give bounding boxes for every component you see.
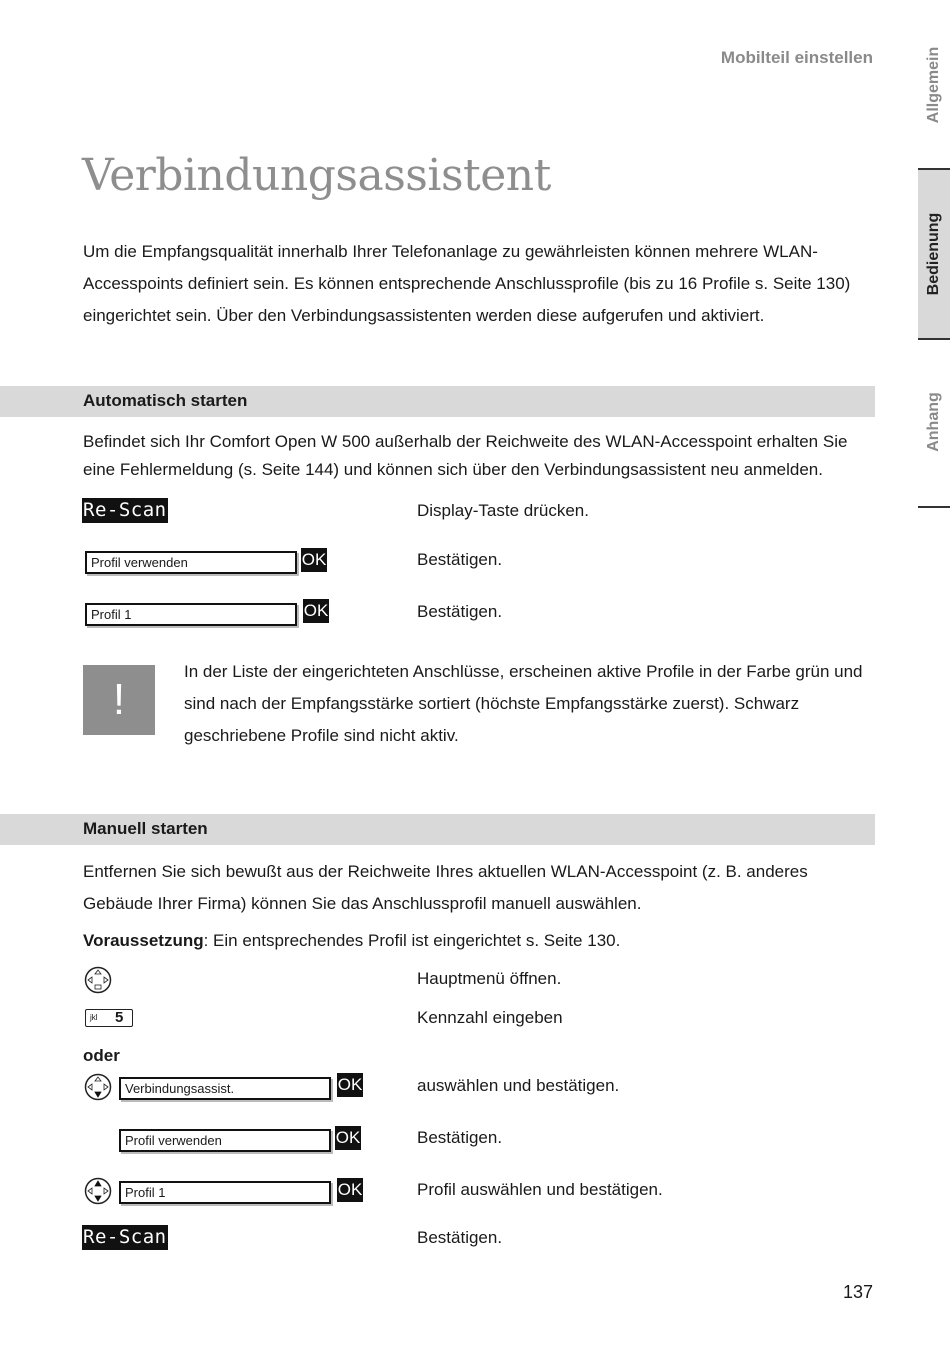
step-action: Profil auswählen und bestätigen.: [417, 1180, 663, 1199]
keypad-digit: 5: [115, 1009, 124, 1026]
nav-key-updown-icon: [84, 1177, 112, 1205]
ok-softkey: OK: [303, 599, 329, 623]
step-action: Bestätigen.: [417, 1128, 503, 1147]
note-text: In der Liste der eingerichteten Anschlüsse, erscheinen aktive Profile in der Farbe grün und sind nach der Empfangsstärke sortiert (höchste Empfangsstärke zuerst). Schwarz geschriebene Profile sind nicht aktiv.: [184, 662, 863, 745]
section-heading-text: Automatisch starten: [83, 391, 248, 410]
running-header: Mobilteil einstellen: [720, 48, 873, 67]
display-field: Profil verwenden: [85, 551, 297, 574]
ok-softkey: OK: [337, 1073, 363, 1097]
display-field: Verbindungsassist.: [119, 1077, 331, 1100]
or-label: oder: [83, 1046, 120, 1065]
side-tab-allgemein[interactable]: [918, 30, 950, 140]
section-heading-auto: [0, 386, 875, 417]
step-action: Bestätigen.: [417, 550, 503, 569]
side-tab-label: Allgemein: [925, 46, 942, 124]
rescan-softkey: Re-Scan: [83, 1226, 167, 1248]
intro-paragraph: Um die Empfangsqualität innerhalb Ihrer Telefonanlage zu gewährleisten können mehrere WLAN-Accesspoints definiert sein. Es können entsprechende Anschlussprofile (bis zu 16 Profile s. Seite 130) eingerichtet sein. Über den Verbindungsassistenten werden diese aufgerufen und aktiviert.: [83, 242, 851, 325]
step-action: Hauptmenü öffnen.: [417, 969, 562, 988]
side-tab-anhang[interactable]: [918, 370, 950, 474]
ok-softkey: OK: [335, 1126, 361, 1150]
nav-key-icon: [84, 966, 112, 994]
section-manual-text: Entfernen Sie sich bewußt aus der Reichweite Ihres aktuellen WLAN-Accesspoint (z. B. anderes Gebäude Ihrer Firma) können Sie das Anschlussprofil manuell auswählen.: [83, 862, 808, 913]
keypad-letters: jkl: [90, 1013, 98, 1022]
keypad-key-5: [85, 1009, 133, 1027]
side-tab-divider: [918, 506, 950, 508]
side-tab-label: Anhang: [925, 392, 942, 452]
section-auto-text: Befindet sich Ihr Comfort Open W 500 außerhalb der Reichweite des WLAN-Accesspoint erhalten Sie eine Fehlermeldung (s. Seite 144) und können sich über den Verbindungsassistent neu anmelden.: [83, 432, 848, 479]
step-action: Bestätigen.: [417, 1228, 503, 1247]
side-tab-bedienung[interactable]: [918, 168, 950, 340]
display-field: Profil 1: [85, 603, 297, 626]
step-action: Bestätigen.: [417, 602, 503, 621]
nav-key-down-icon: [84, 1073, 112, 1101]
requirement-label: Voraussetzung: [83, 931, 204, 950]
display-field: Profil 1: [119, 1181, 331, 1204]
side-tab-label: Bedienung: [925, 212, 942, 296]
requirement-text: : Ein entsprechendes Profil ist eingerichtet s. Seite 130.: [203, 931, 621, 950]
ok-softkey: OK: [301, 548, 327, 572]
rescan-softkey: Re-Scan: [83, 499, 167, 521]
ok-softkey: OK: [337, 1178, 363, 1202]
display-field: Profil verwenden: [119, 1129, 331, 1152]
section-heading-manual: [0, 814, 875, 845]
step-action: auswählen und bestätigen.: [417, 1076, 620, 1095]
page-title: Verbindungsassistent: [82, 150, 551, 201]
section-heading-text: Manuell starten: [83, 819, 208, 838]
step-action: Kennzahl eingeben: [417, 1008, 563, 1027]
requirement-line: [83, 927, 873, 955]
page-number: 137: [842, 1282, 873, 1302]
warning-icon: !: [83, 665, 155, 735]
step-action: Display-Taste drücken.: [417, 501, 589, 520]
